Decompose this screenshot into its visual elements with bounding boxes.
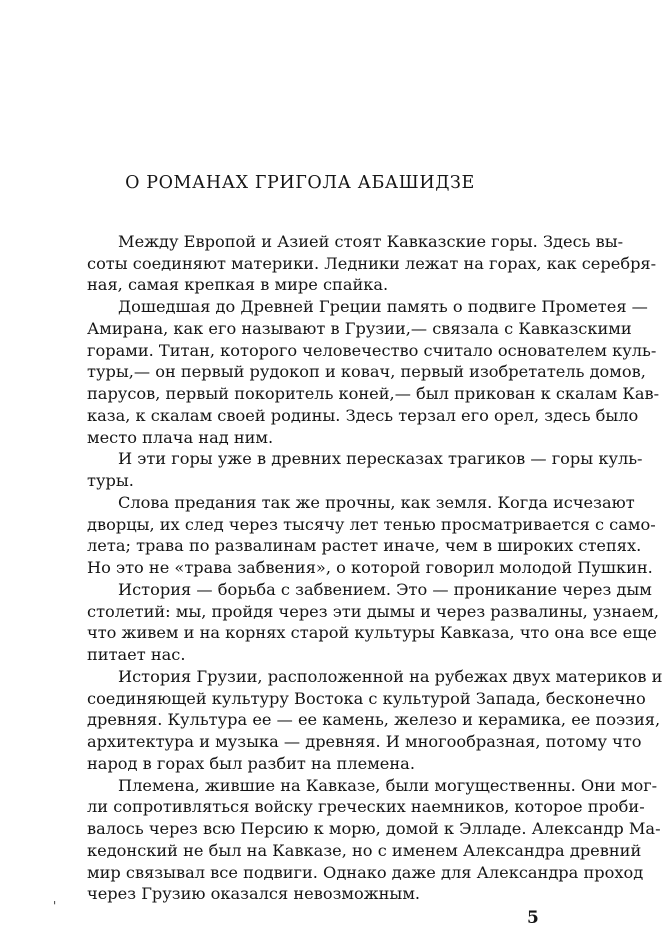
text-line: соты соединяют материки. Ледники лежат на горах, как серебря- <box>87 253 657 273</box>
text-line: Но это не «трава забвения», о которой говорил молодой Пушкин. <box>87 558 653 578</box>
text-line: Между Европой и Азией стоят Кавказские горы. Здесь вы- <box>118 232 624 251</box>
text-line: горами. Титан, которого человечество считало основателем куль- <box>87 340 657 360</box>
text-line: древняя. Культура ее — ее камень, железо и керамика, ее поэзия, <box>87 710 661 730</box>
text-line: дворцы, их след через тысячу лет тенью просматривается с само- <box>87 514 656 534</box>
text-line: История — борьба с забвением. Это — проникание через дым <box>118 579 652 599</box>
page-title: О РОМАНАХ ГРИГОЛА АБАШИДЗЕ <box>125 173 475 193</box>
text-line: ная, самая крепкая в мире спайка. <box>87 275 389 295</box>
margin-mark: ' <box>53 899 57 913</box>
text-line: каза, к скалам своей родины. Здесь терзал его орел, здесь было <box>87 405 639 425</box>
text-line: Дошедшая до Древней Греции память о подвиге Прометея — <box>118 297 648 317</box>
text-line: что живем и на корнях старой культуры Кавказа, что она все еще <box>87 623 657 643</box>
page-number: 5 <box>527 908 539 928</box>
text-line: лета; трава по развалинам растет иначе, чем в широких степях. <box>87 536 642 556</box>
text-line: туры,— он первый рудокоп и ковач, первый изобретатель домов, <box>87 362 646 382</box>
text-line: через Грузию оказался невозможным. <box>87 884 421 904</box>
text-line: столетий: мы, пройдя через эти дымы и через развалины, узнаем, <box>87 601 660 621</box>
text-line: И эти горы уже в древних пересказах трагиков — горы куль- <box>118 449 643 469</box>
text-line: туры. <box>87 471 134 491</box>
text-line: Племена, жившие на Кавказе, были могущественны. Они мог- <box>118 775 658 795</box>
text-line: Слова предания так же прочны, как земля. Когда исчезают <box>118 492 635 512</box>
text-line: питает нас. <box>87 645 186 665</box>
text-line: Амирана, как его называют в Грузии,— связала с Кавказскими <box>87 318 632 338</box>
text-line: валось через всю Персию к морю, домой к Элладе. Александр Ма- <box>87 819 661 839</box>
text-line: соединяющей культуру Востока с культурой Запада, бесконечно <box>87 688 646 708</box>
text-line: место плача над ним. <box>87 427 274 447</box>
text-line: кедонский не был на Кавказе, но с именем Александра древний <box>87 840 642 860</box>
text-line: парусов, первый покоритель коней,— был прикован к скалам Кав- <box>87 384 660 404</box>
text-line: архитектура и музыка — древняя. И многообразная, потому что <box>87 732 642 752</box>
text-line: История Грузии, расположенной на рубежах двух материков и <box>118 666 662 686</box>
text-line: ли сопротивляться войску греческих наемников, которое проби- <box>87 797 645 817</box>
text-line: мир связывал все подвиги. Однако даже для Александра проход <box>87 862 644 882</box>
text-line: народ в горах был разбит на племена. <box>87 753 415 773</box>
